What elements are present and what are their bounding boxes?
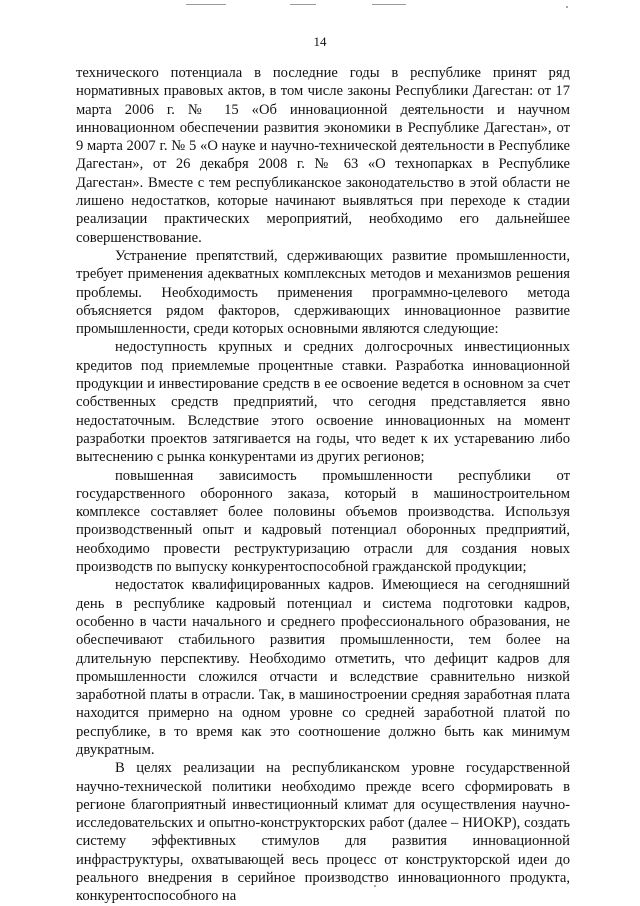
paragraph: В целях реализации на республиканском уровне государственной научно-технической политики необходимо прежде всего сформировать в регионе благоприятный инвестиционный климат для осуществления научно-исследовательских и опытно-конструкторских работ (далее – НИОКР), создать систему эффективных стимулов для развития инновационной инфраструктуры, охватывающей весь процесс от конструкторской идеи до реального внедрения в серийное производство инновационного продукта, конкурентоспособного на bbox=[76, 760, 570, 905]
scan-artifact bbox=[290, 4, 316, 5]
list-item: недостаток квалифицированных кадров. Имеющиеся на сегодняшний день в республике кадровый потенциал и система подготовки кадров, особенно в части начального и среднего профессионального образования, не обеспечивают стабильного развития промышленности, тем более на длительную перспективу. Необходимо отметить, что дефицит кадров для промышленности сложился отчасти и вследствие сравнительно низкой заработной платы в отрасли. Так, в машиностроении средняя заработная плата находится примерно на одном уровне со средней заработной платой по республике, в то время как это соотношение должно быть как минимум двукратным. bbox=[76, 577, 570, 758]
paragraph: технического потенциала в последние годы в республике принят ряд нормативных правовых актов, в том числе законы Республики Дагестан: от 17 марта 2006 г. № 15 «Об инновационной деятельности и научном инновационном обеспечении развития экономики в Республике Дагестан», от 9 марта 2007 г. № 5 «О науке и научно-технической деятельности в Республике Дагестан», от 26 декабря 2008 г. № 63 «О технопарках в Республике Дагестан». Вместе с тем республиканское законодательство в этой области не лишено недостатков, которые начинают выявляться при переходе к стадии реализации практических мероприятий, необходимо его дальнейшее совершенствование. bbox=[76, 65, 570, 246]
list-item: недоступность крупных и средних долгосрочных инвестиционных кредитов под приемлемые процентные ставки. Разработка инновационной продукции и инвестирование средств в ее освоение ведется в основном за счет собственных средств предприятий, что сегодня представляется явно недостаточным. Вследствие этого освоение инновационных на момент разработки проектов затягивается на годы, что ведет к их устареванию либо вытеснению с рынка конкурентами из других регионов; bbox=[76, 339, 570, 466]
document-body bbox=[76, 64, 570, 906]
scan-artifact bbox=[372, 4, 406, 5]
paragraph: Устранение препятствий, сдерживающих развитие промышленности, требует применения адекватных комплексных методов и механизмов решения проблемы. Необходимость применения программно-целевого метода объясняется рядом факторов, сдерживающих инновационное развитие промышленности, среди которых основными являются следующие: bbox=[76, 247, 570, 338]
scan-artifact bbox=[186, 4, 226, 5]
page-number: 14 bbox=[313, 34, 327, 49]
scan-artifact bbox=[566, 6, 568, 8]
list-item: повышенная зависимость промышленности республики от государственного оборонного заказа, который в машиностроительном комплексе составляет более половины объемов производства. Используя производственный опыт и кадровый потенциал оборонных предприятий, необходимо провести реструктуризацию отрасли для создания новых производств по выпуску конкурентоспособной гражданской продукции; bbox=[76, 467, 570, 576]
